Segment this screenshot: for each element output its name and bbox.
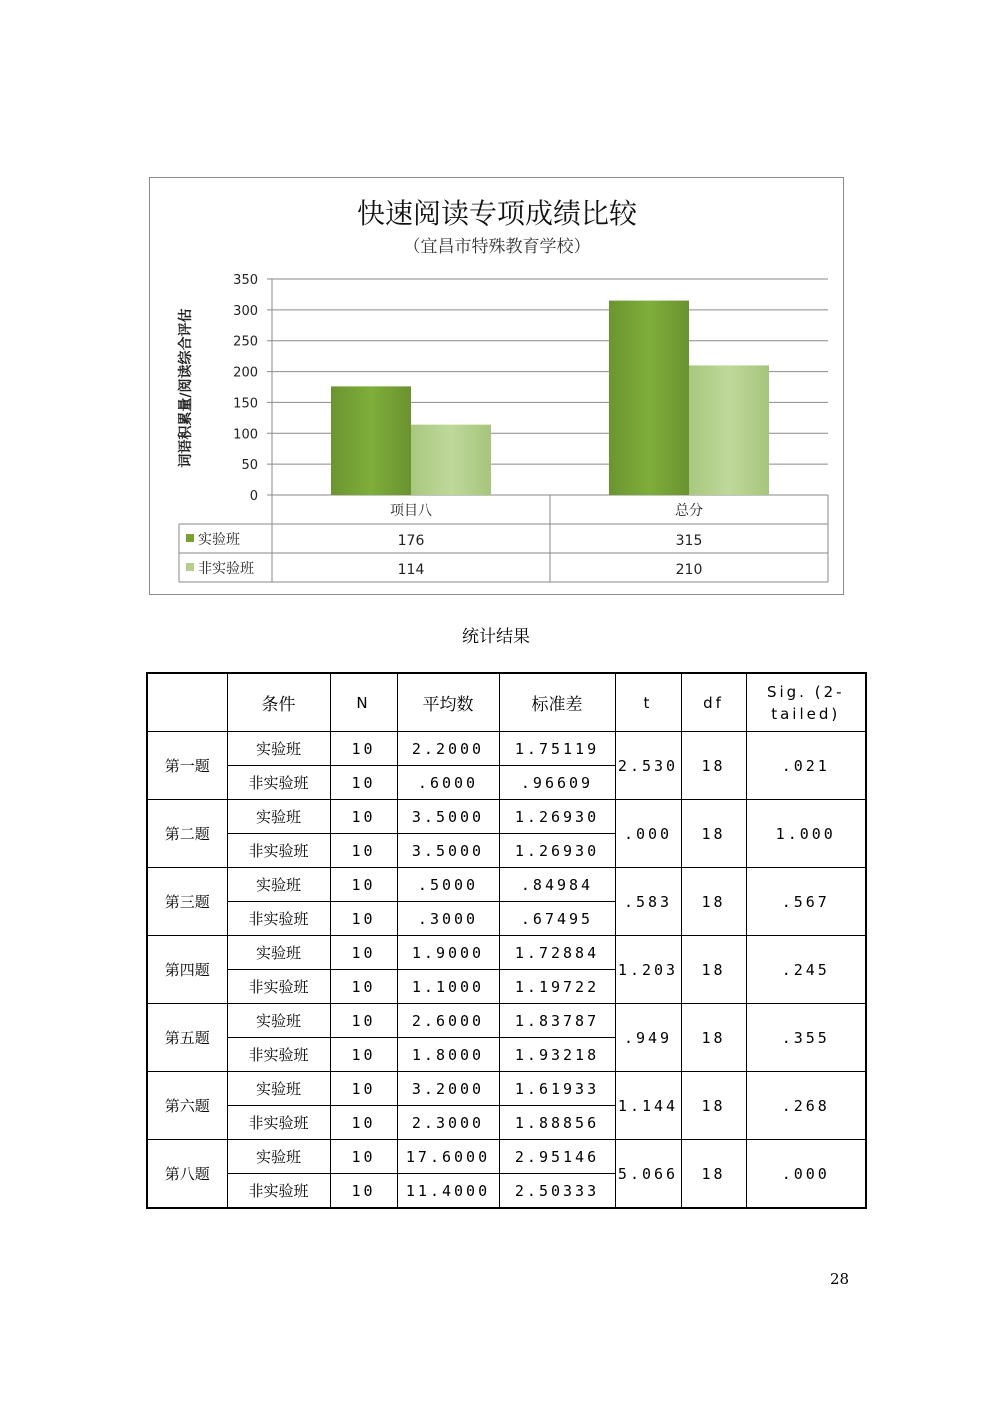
sd-cell: 1.83787 [499, 1004, 615, 1038]
condition-cell: 非实验班 [227, 766, 330, 800]
data-label: 176 [397, 533, 425, 549]
table-row [147, 1140, 866, 1174]
n-cell: 10 [330, 970, 397, 1004]
n-cell: 10 [330, 766, 397, 800]
t-cell: 2.530 [615, 732, 681, 800]
sd-cell: 1.26930 [499, 800, 615, 834]
table-row [147, 800, 866, 834]
n-cell: 10 [330, 1140, 397, 1174]
condition-cell: 非实验班 [227, 902, 330, 936]
mean-cell: .6000 [397, 766, 499, 800]
sd-cell: 1.19722 [499, 970, 615, 1004]
sig-cell: .021 [746, 732, 866, 800]
table-header-row [147, 673, 866, 732]
t-cell: .000 [615, 800, 681, 868]
mean-cell: 3.5000 [397, 800, 499, 834]
bar-control [411, 425, 491, 495]
y-axis-label: 词语积累量/阅读综合评估 [178, 308, 194, 468]
x-category-label: 总分 [675, 503, 703, 519]
condition-cell: 实验班 [227, 1004, 330, 1038]
chart-frame [149, 177, 844, 595]
mean-cell: 17.6000 [397, 1140, 499, 1174]
data-label: 114 [397, 562, 425, 578]
x-category-label: 项目八 [390, 503, 432, 519]
chart-subtitle: （宜昌市特殊教育学校） [403, 237, 591, 257]
y-tick-label: 100 [233, 427, 258, 443]
condition-cell: 实验班 [227, 732, 330, 766]
condition-cell: 非实验班 [227, 1038, 330, 1072]
header-sig: Sig. (2-tailed) [746, 673, 866, 732]
y-tick-label: 200 [233, 365, 258, 381]
mean-cell: 11.4000 [397, 1174, 499, 1209]
sig-cell: .245 [746, 936, 866, 1004]
mean-cell: 3.2000 [397, 1072, 499, 1106]
condition-cell: 非实验班 [227, 834, 330, 868]
sd-cell: 2.95146 [499, 1140, 615, 1174]
y-tick-label: 50 [241, 458, 258, 474]
mean-cell: 1.1000 [397, 970, 499, 1004]
question-label: 第三题 [147, 868, 227, 936]
table-caption: 统计结果 [462, 627, 530, 647]
condition-cell: 实验班 [227, 1140, 330, 1174]
n-cell: 10 [330, 732, 397, 766]
statistics-table [146, 672, 867, 1209]
n-cell: 10 [330, 936, 397, 970]
header-blank [147, 673, 227, 732]
condition-cell: 实验班 [227, 800, 330, 834]
bar-chart [150, 178, 843, 594]
mean-cell: .5000 [397, 868, 499, 902]
n-cell: 10 [330, 868, 397, 902]
y-tick-label: 250 [233, 334, 258, 350]
question-label: 第五题 [147, 1004, 227, 1072]
df-cell: 18 [681, 1140, 746, 1209]
n-cell: 10 [330, 834, 397, 868]
sd-cell: 1.88856 [499, 1106, 615, 1140]
condition-cell: 非实验班 [227, 970, 330, 1004]
sd-cell: 2.50333 [499, 1174, 615, 1209]
header-n: N [330, 673, 397, 732]
y-tick-label: 0 [249, 489, 258, 504]
sig-cell: 1.000 [746, 800, 866, 868]
header-sd: 标准差 [499, 673, 615, 732]
table-body [147, 732, 866, 1209]
chart-title: 快速阅读专项成绩比较 [356, 197, 638, 230]
t-cell: .583 [615, 868, 681, 936]
t-cell: 5.066 [615, 1140, 681, 1209]
n-cell: 10 [330, 800, 397, 834]
question-label: 第二题 [147, 800, 227, 868]
table-row [147, 1072, 866, 1106]
n-cell: 10 [330, 1038, 397, 1072]
n-cell: 10 [330, 1174, 397, 1209]
mean-cell: 2.2000 [397, 732, 499, 766]
n-cell: 10 [330, 902, 397, 936]
sd-cell: .67495 [499, 902, 615, 936]
header-mean: 平均数 [397, 673, 499, 732]
question-label: 第六题 [147, 1072, 227, 1140]
mean-cell: 1.9000 [397, 936, 499, 970]
header-df: df [681, 673, 746, 732]
y-tick-label: 350 [233, 273, 258, 288]
table-row [147, 868, 866, 902]
y-tick-label: 150 [233, 396, 258, 412]
bar-experimental [609, 301, 689, 495]
condition-cell: 实验班 [227, 1072, 330, 1106]
n-cell: 10 [330, 1072, 397, 1106]
sig-cell: .268 [746, 1072, 866, 1140]
header-t: t [615, 673, 681, 732]
table-row [147, 936, 866, 970]
condition-cell: 非实验班 [227, 1106, 330, 1140]
y-tick-label: 300 [233, 303, 258, 319]
mean-cell: 2.6000 [397, 1004, 499, 1038]
question-label: 第四题 [147, 936, 227, 1004]
sd-cell: 1.75119 [499, 732, 615, 766]
table-row [147, 1004, 866, 1038]
mean-cell: 2.3000 [397, 1106, 499, 1140]
sig-cell: .355 [746, 1004, 866, 1072]
sd-cell: 1.93218 [499, 1038, 615, 1072]
t-cell: 1.203 [615, 936, 681, 1004]
condition-cell: 实验班 [227, 936, 330, 970]
data-label: 315 [675, 533, 703, 549]
sd-cell: .96609 [499, 766, 615, 800]
sd-cell: 1.26930 [499, 834, 615, 868]
legend-label: 实验班 [198, 532, 240, 548]
legend-label: 非实验班 [198, 561, 254, 577]
mean-cell: .3000 [397, 902, 499, 936]
df-cell: 18 [681, 1004, 746, 1072]
n-cell: 10 [330, 1004, 397, 1038]
sig-cell: .567 [746, 868, 866, 936]
sd-cell: 1.72884 [499, 936, 615, 970]
df-cell: 18 [681, 1072, 746, 1140]
sig-cell: .000 [746, 1140, 866, 1209]
table-row [147, 732, 866, 766]
bar-experimental [331, 386, 411, 495]
mean-cell: 1.8000 [397, 1038, 499, 1072]
bar-control [689, 365, 769, 495]
df-cell: 18 [681, 868, 746, 936]
n-cell: 10 [330, 1106, 397, 1140]
question-label: 第八题 [147, 1140, 227, 1209]
question-label: 第一题 [147, 732, 227, 800]
legend-swatch [186, 563, 194, 571]
sd-cell: 1.61933 [499, 1072, 615, 1106]
sd-cell: .84984 [499, 868, 615, 902]
data-label: 210 [675, 562, 703, 578]
mean-cell: 3.5000 [397, 834, 499, 868]
condition-cell: 非实验班 [227, 1174, 330, 1209]
page-number: 28 [830, 1270, 850, 1288]
header-condition: 条件 [227, 673, 330, 732]
df-cell: 18 [681, 732, 746, 800]
df-cell: 18 [681, 800, 746, 868]
condition-cell: 实验班 [227, 868, 330, 902]
df-cell: 18 [681, 936, 746, 1004]
legend-swatch [186, 534, 194, 542]
t-cell: .949 [615, 1004, 681, 1072]
t-cell: 1.144 [615, 1072, 681, 1140]
